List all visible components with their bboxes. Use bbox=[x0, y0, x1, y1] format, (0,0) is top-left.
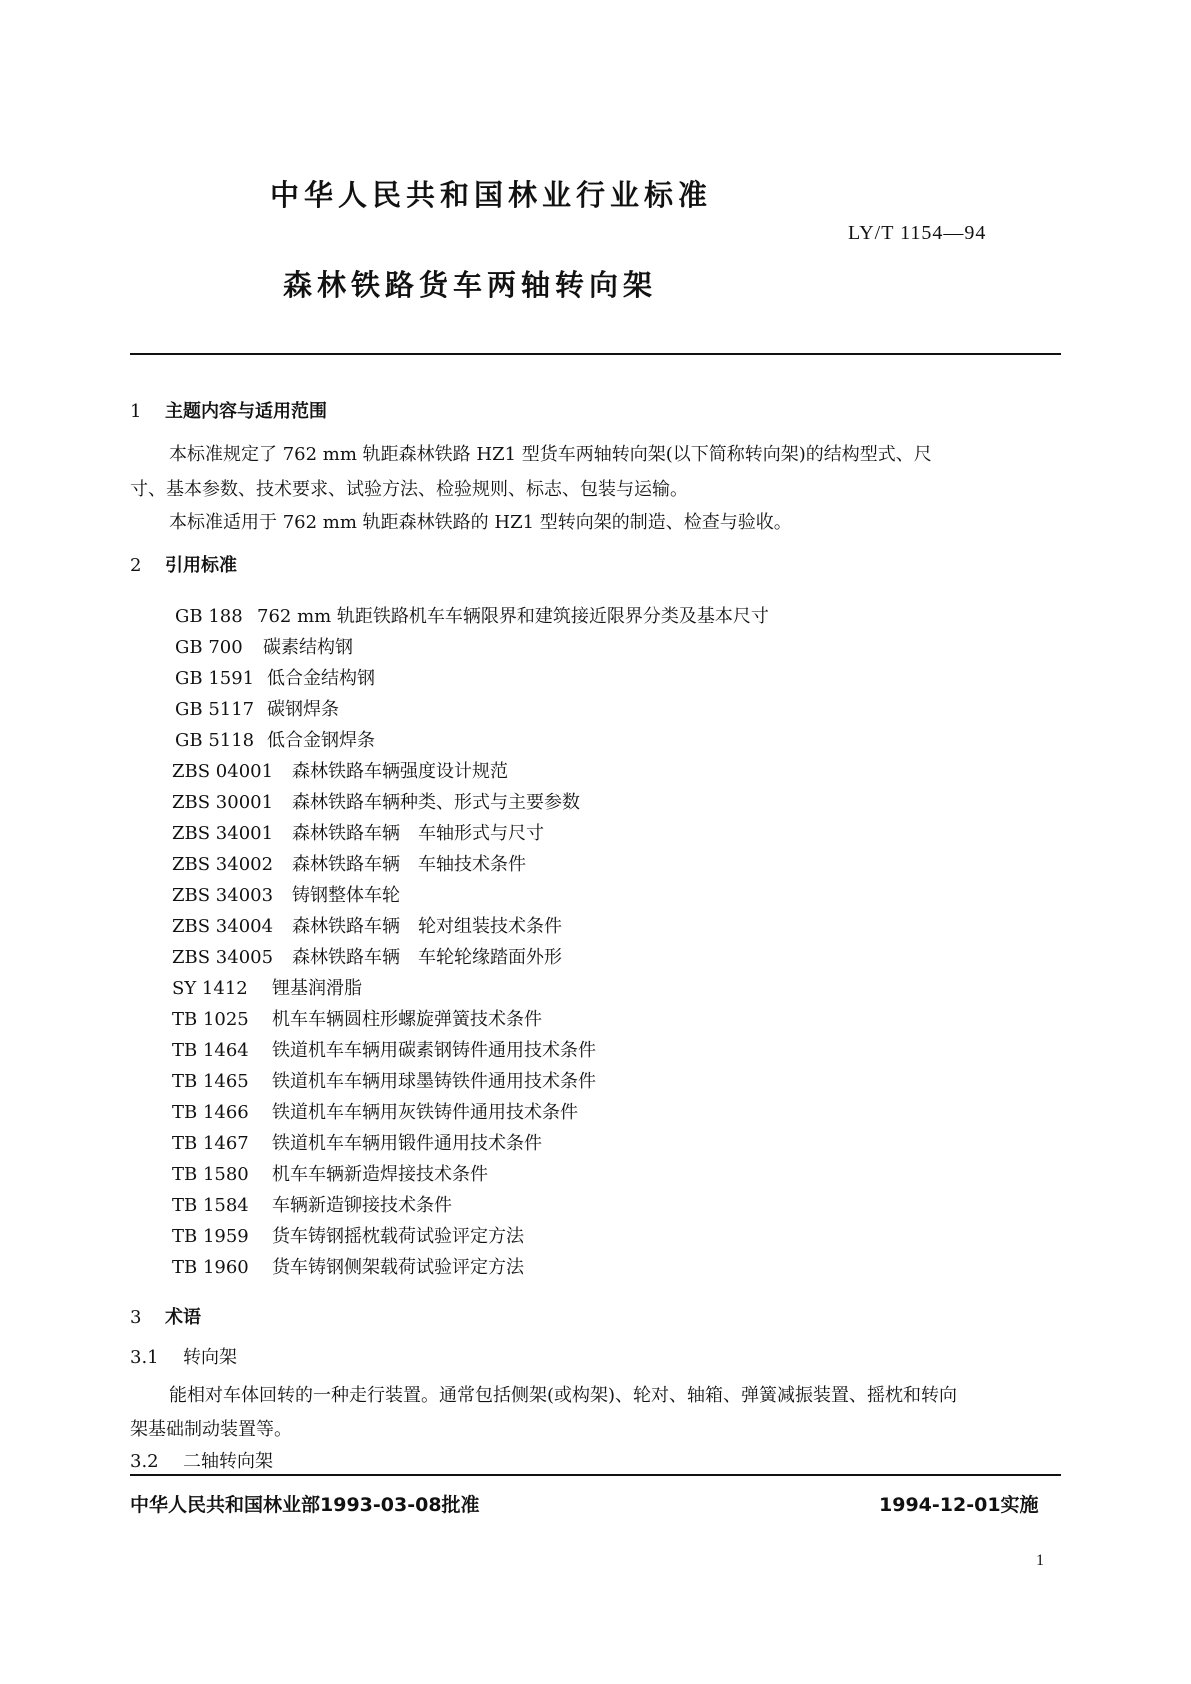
ref-code: TB 1025 bbox=[172, 1009, 249, 1030]
ref-title: 森林铁路车辆 轮对组装技术条件 bbox=[292, 916, 562, 937]
ref-title: 铁道机车车辆用锻件通用技术条件 bbox=[272, 1133, 542, 1154]
approval-info: 中华人民共和国林业部1993-03-08批准 bbox=[130, 1494, 480, 1516]
ref-code: TB 1466 bbox=[172, 1102, 249, 1123]
ref-title: 森林铁路车辆种类、形式与主要参数 bbox=[292, 792, 580, 813]
ref-title: 铁道机车车辆用碳素钢铸件通用技术条件 bbox=[272, 1040, 596, 1061]
header-divider bbox=[130, 353, 1061, 355]
ref-code: GB 188 bbox=[175, 606, 243, 627]
ref-item bbox=[172, 1098, 578, 1124]
section-1-para1-line1: 本标准规定了 762 mm 轨距森林铁路 HZ1 型货车两轴转向架(以下简称转向架)的结构型式、尺 bbox=[169, 444, 932, 465]
ref-title: 机车车辆圆柱形螺旋弹簧技术条件 bbox=[272, 1009, 542, 1030]
ref-item bbox=[172, 943, 562, 969]
ref-code: TB 1584 bbox=[172, 1195, 249, 1216]
section-1-heading bbox=[130, 397, 327, 423]
ref-title: 铁道机车车辆用球墨铸铁件通用技术条件 bbox=[272, 1071, 596, 1092]
ref-code: TB 1465 bbox=[172, 1071, 249, 1092]
subsection-3-1-heading bbox=[130, 1343, 237, 1369]
ref-title: 森林铁路车辆强度设计规范 bbox=[292, 761, 508, 782]
subsection-number: 3.2 bbox=[130, 1451, 159, 1472]
standard-code: LY/T 1154—94 bbox=[848, 222, 987, 244]
ref-title: 货车铸钢侧架载荷试验评定方法 bbox=[272, 1257, 524, 1278]
ref-item bbox=[175, 695, 339, 721]
ref-code: TB 1960 bbox=[172, 1257, 249, 1278]
ref-title: 森林铁路车辆 车轮轮缘踏面外形 bbox=[292, 947, 562, 968]
section-1-para1-line2: 寸、基本参数、技术要求、试验方法、检验规则、标志、包装与运输。 bbox=[130, 479, 688, 500]
ref-item bbox=[172, 850, 526, 876]
ref-item bbox=[172, 788, 580, 814]
section-number: 3 bbox=[130, 1307, 142, 1328]
ref-item bbox=[175, 633, 353, 659]
ref-code: SY 1412 bbox=[172, 978, 248, 999]
ref-item bbox=[172, 1036, 596, 1062]
ref-item bbox=[172, 912, 562, 938]
ref-title: 低合金结构钢 bbox=[267, 668, 375, 689]
ref-title: 机车车辆新造焊接技术条件 bbox=[272, 1164, 488, 1185]
document-title: 森林铁路货车两轴转向架 bbox=[283, 268, 658, 302]
section-number: 1 bbox=[130, 401, 142, 422]
ref-item bbox=[172, 1160, 488, 1186]
ref-title: 铁道机车车辆用灰铁铸件通用技术条件 bbox=[272, 1102, 578, 1123]
ref-code: TB 1580 bbox=[172, 1164, 249, 1185]
ref-title: 货车铸钢摇枕载荷试验评定方法 bbox=[272, 1226, 524, 1247]
ref-code: TB 1959 bbox=[172, 1226, 249, 1247]
subsection-title: 二轴转向架 bbox=[183, 1451, 273, 1472]
ref-code: TB 1467 bbox=[172, 1133, 249, 1154]
effective-date: 1994-12-01实施 bbox=[879, 1494, 1039, 1516]
section-title: 引用标准 bbox=[165, 555, 237, 576]
section-title: 术语 bbox=[165, 1307, 201, 1328]
section-3-heading bbox=[130, 1303, 201, 1329]
ref-item bbox=[172, 757, 508, 783]
subsection-3-1-line2: 架基础制动装置等。 bbox=[130, 1419, 292, 1440]
ref-title: 车辆新造铆接技术条件 bbox=[272, 1195, 452, 1216]
ref-item bbox=[175, 726, 375, 752]
ref-code: GB 5118 bbox=[175, 730, 255, 751]
section-number: 2 bbox=[130, 555, 142, 576]
ref-title: 森林铁路车辆 车轴技术条件 bbox=[292, 854, 526, 875]
section-title: 主题内容与适用范围 bbox=[165, 401, 327, 422]
ref-code: TB 1464 bbox=[172, 1040, 249, 1061]
ref-item bbox=[172, 881, 400, 907]
ref-item bbox=[172, 974, 362, 1000]
ref-item bbox=[172, 1129, 542, 1155]
ref-code: ZBS 34001 bbox=[172, 823, 274, 844]
page-number: 1 bbox=[1036, 1552, 1044, 1569]
ref-code: ZBS 34005 bbox=[172, 947, 274, 968]
subsection-3-1-line1: 能相对车体回转的一种走行装置。通常包括侧架(或构架)、轮对、轴箱、弹簧减振装置、摇枕和转向 bbox=[169, 1385, 958, 1406]
ref-item bbox=[172, 819, 544, 845]
subsection-title: 转向架 bbox=[183, 1347, 237, 1368]
ref-code: GB 700 bbox=[175, 637, 243, 658]
section-1-para2: 本标准适用于 762 mm 轨距森林铁路的 HZ1 型转向架的制造、检查与验收。 bbox=[169, 512, 792, 533]
ref-item bbox=[172, 1191, 452, 1217]
ref-code: ZBS 34003 bbox=[172, 885, 274, 906]
footer-divider bbox=[130, 1474, 1061, 1476]
ref-item bbox=[175, 602, 769, 628]
ref-title: 762 mm 轨距铁路机车车辆限界和建筑接近限界分类及基本尺寸 bbox=[257, 606, 769, 627]
ref-code: ZBS 34004 bbox=[172, 916, 274, 937]
ref-item bbox=[172, 1005, 542, 1031]
ref-item bbox=[172, 1222, 524, 1248]
ref-title: 森林铁路车辆 车轴形式与尺寸 bbox=[292, 823, 544, 844]
ref-title: 锂基润滑脂 bbox=[272, 978, 362, 999]
ref-code: ZBS 34002 bbox=[172, 854, 274, 875]
ref-item bbox=[175, 664, 375, 690]
subsection-number: 3.1 bbox=[130, 1347, 159, 1368]
ref-item bbox=[172, 1067, 596, 1093]
ref-code: ZBS 30001 bbox=[172, 792, 274, 813]
ref-item bbox=[172, 1253, 524, 1279]
ref-code: GB 5117 bbox=[175, 699, 255, 720]
ref-title: 铸钢整体车轮 bbox=[292, 885, 400, 906]
ref-code: GB 1591 bbox=[175, 668, 255, 689]
subsection-3-2-heading bbox=[130, 1447, 273, 1473]
ref-title: 低合金钢焊条 bbox=[267, 730, 375, 751]
ref-title: 碳钢焊条 bbox=[267, 699, 339, 720]
section-2-heading bbox=[130, 551, 237, 577]
standard-category-title: 中华人民共和国林业行业标准 bbox=[270, 178, 713, 212]
ref-code: ZBS 04001 bbox=[172, 761, 274, 782]
ref-title: 碳素结构钢 bbox=[263, 637, 353, 658]
